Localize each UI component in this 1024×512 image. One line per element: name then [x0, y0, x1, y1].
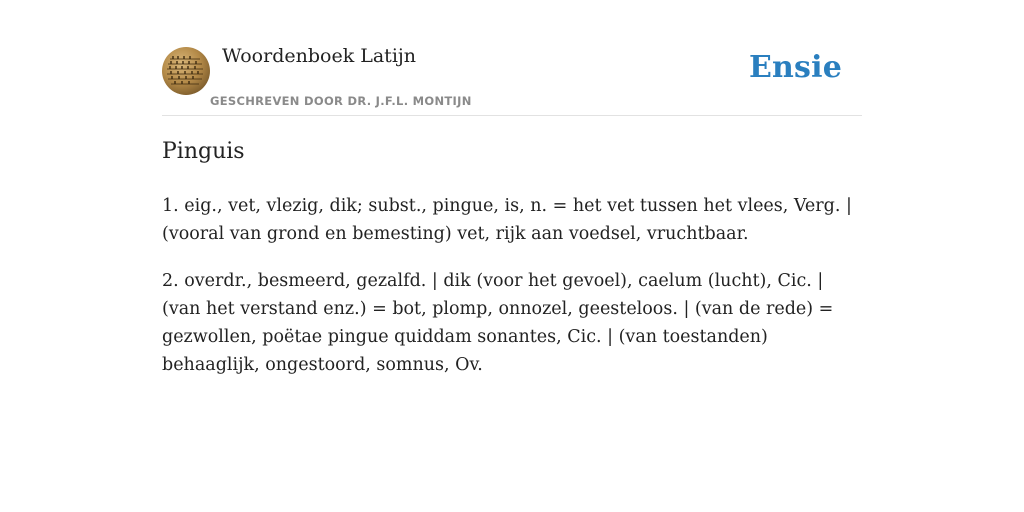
ancient-coin-inscription-icon[interactable] [162, 47, 210, 95]
definition-item: 2. overdr., besmeerd, gezalfd. | dik (voor het gevoel), caelum (lucht), Cic. | (van het verstand enz.) = bot, plomp, onnozel, geesteloos. | (van de rede) = gezwollen, poëtae pingue quiddam sonantes, Cic. | (van toestanden) behaaglijk, ongestoord, somnus, Ov. [162, 271, 834, 375]
page [162, 0, 862, 375]
definition-item: 1. eig., vet, vlezig, dik; subst., pingue, is, n. = het vet tussen het vlees, Verg. | (vooral van grond en bemesting) vet, rijk aan voedsel, vruchtbaar. [162, 196, 852, 244]
site-header [162, 0, 862, 116]
entry-title: Pinguis [162, 139, 245, 164]
ensie-logo-link[interactable]: Ensie [748, 50, 842, 85]
site-title[interactable]: Woordenboek Latijn [222, 45, 417, 67]
definitions [162, 192, 862, 398]
author-byline: GESCHREVEN DOOR DR. J.F.L. MONTIJN [210, 94, 472, 108]
